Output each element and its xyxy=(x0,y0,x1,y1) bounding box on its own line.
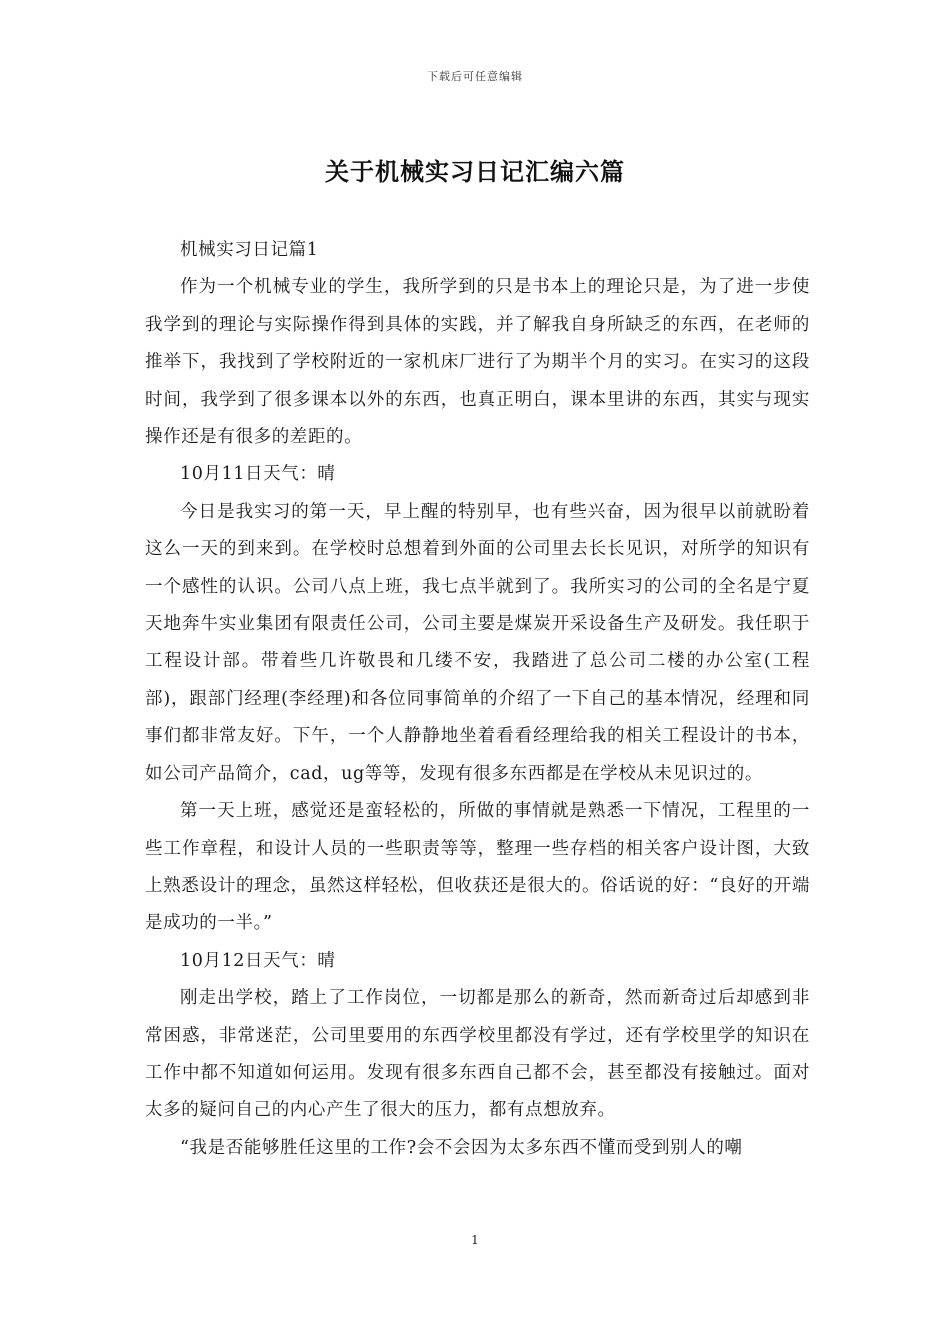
section-heading: 机械实习日记篇1 xyxy=(180,240,319,260)
diary-date: 10月12日天气：晴 xyxy=(180,950,336,971)
diary-date: 10月11日天气：晴 xyxy=(180,464,336,485)
paragraph: 今日是我实习的第一天，早上醒的特别早，也有些兴奋，因为很早以前就盼着这么一天的到来到。在学校时总想着到外面的公司里去长长见识，对所学的知识有一个感性的认识。公司八点上班，我七点半就到了。我所实习的公司的全名是宁夏天地奔牛实业集团有限责任公司，公司主要是煤炭开采设备生产及研发。我任职于工程设计部。带着些几许敬畏和几缕不安，我踏进了总公司二楼的办公室(工程部)，跟部门经理(李经理)和各位同事简单的介绍了一下自己的基本情况，经理和同事们都非常友好。下午，一个人静静地坐着看看经理给我的相关工程设计的书本，如公司产品简介，cad，ug等等，发现有很多东西都是在学校从未见识过的。 xyxy=(145,501,810,784)
document-body xyxy=(145,232,810,1167)
paragraph: 刚走出学校，踏上了工作岗位，一切都是那么的新奇，然而新奇过后却感到非常困惑，非常迷茫，公司里要用的东西学校里都没有学过，还有学校里学的知识在工作中都不知道如何运用。发现有很多东西自己都不会，甚至都没有接触过。面对太多的疑问自己的内心产生了很大的压力，都有点想放弃。 xyxy=(145,988,810,1121)
page-number: 1 xyxy=(471,1233,479,1247)
header-note: 下载后可任意编辑 xyxy=(427,70,523,83)
paragraph: 第一天上班，感觉还是蛮轻松的，所做的事情就是熟悉一下情况，工程里的一些工作章程，和设计人员的一些职责等等，整理一些存档的相关客户设计图，大致上熟悉设计的理念，虽然这样轻松，但收获还是很大的。俗话说的好：“良好的开端是成功的一半。” xyxy=(145,801,810,934)
paragraph: “我是否能够胜任这里的工作?会不会因为太多东西不懂而受到别人的嘲 xyxy=(180,1137,743,1158)
paragraph: 作为一个机械专业的学生，我所学到的只是书本上的理论只是，为了进一步使我学到的理论与实际操作得到具体的实践，并了解我自身所缺乏的东西，在老师的推举下，我找到了学校附近的一家机床厂进行了为期半个月的实习。在实习的这段时间，我学到了很多课本以外的东西，也真正明白，课本里讲的东西，其实与现实操作还是有很多的差距的。 xyxy=(145,277,810,448)
document-title: 关于机械实习日记汇编六篇 xyxy=(325,157,625,186)
